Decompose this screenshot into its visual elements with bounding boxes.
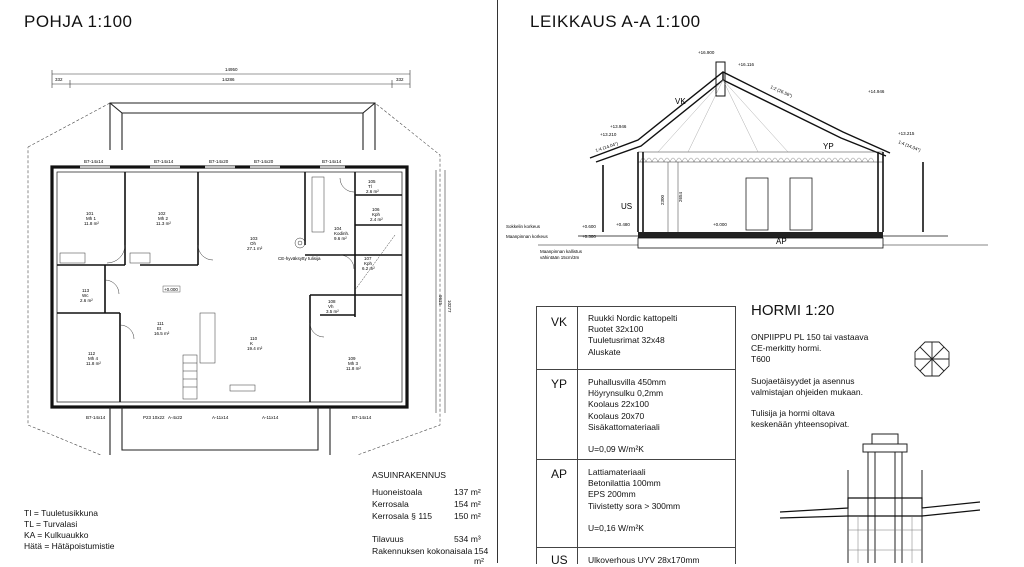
room-105 xyxy=(366,179,379,194)
window-bottom-5: A-11x14 xyxy=(262,415,279,420)
elev-mark: +0.600 xyxy=(582,224,596,229)
svg-text:103: 103 xyxy=(250,236,258,241)
area-label: Huoneistoala xyxy=(372,487,423,497)
svg-text:Vh: Vh xyxy=(328,304,334,309)
svg-text:Mh 1: Mh 1 xyxy=(86,216,97,221)
svg-text:110: 110 xyxy=(250,336,258,341)
plan-legend xyxy=(24,508,114,552)
svg-text:Kph: Kph xyxy=(364,261,373,266)
spec-text: Ulkoverhous UYV 28x170mm xyxy=(588,555,700,565)
area-label: Kerrosala xyxy=(372,499,409,509)
area-value: 150 m² xyxy=(454,511,481,521)
ground-note: vähintään 15cm/3m xyxy=(540,255,580,260)
room-109 xyxy=(346,356,361,371)
floor-plan-drawing xyxy=(0,55,497,455)
elev-mark: +13.210 xyxy=(600,132,617,137)
spec-code: US xyxy=(551,553,568,567)
legend-item: TI = Tuuletusikkuna xyxy=(24,508,98,518)
elev-mark: +16.900 xyxy=(698,50,715,55)
window-top-3: B7-14x20 xyxy=(209,159,229,164)
room-102 xyxy=(156,211,171,226)
area-value: 534 m³ xyxy=(454,534,481,544)
elev-mark: +0.300 xyxy=(582,234,596,239)
elev-mark: +14.946 xyxy=(868,89,885,94)
area-value: 154 m² xyxy=(454,499,481,509)
svg-text:16.5 m²: 16.5 m² xyxy=(154,331,170,336)
spec-code: YP xyxy=(551,377,568,391)
room-107 xyxy=(362,256,375,271)
svg-text:11.8 m²: 11.8 m² xyxy=(86,361,101,366)
room-106 xyxy=(370,207,383,222)
svg-text:112: 112 xyxy=(88,351,96,356)
svg-text:Mh 4: Mh 4 xyxy=(88,356,99,361)
dim-total-height: 2654 xyxy=(678,191,683,202)
elev-mark: +16.116 xyxy=(738,62,755,67)
room-108 xyxy=(326,299,339,314)
plan-title: POHJA 1:100 xyxy=(24,12,133,31)
window-bottom-6: B7-14x14 xyxy=(352,415,372,420)
svg-text:6.2 m²: 6.2 m² xyxy=(362,266,375,271)
window-bottom-2: P23 10x22 xyxy=(143,415,165,420)
chimney-title: HORMI 1:20 xyxy=(751,302,835,319)
dim-wall-height: 2300 xyxy=(660,194,665,205)
svg-text:111: 111 xyxy=(157,321,164,326)
elev-mark: +0.000 xyxy=(713,222,727,227)
room-112 xyxy=(86,351,101,366)
spec-code: VK xyxy=(551,315,568,329)
svg-text:Kph: Kph xyxy=(372,212,381,217)
svg-text:Et: Et xyxy=(157,326,162,331)
area-value: 137 m² xyxy=(454,487,481,497)
svg-text:19.4 m²: 19.4 m² xyxy=(247,346,263,351)
svg-text:107: 107 xyxy=(364,256,372,261)
room-111 xyxy=(154,321,170,336)
svg-text:2.6 m²: 2.6 m² xyxy=(366,189,379,194)
window-bottom-3: A-4x22 xyxy=(168,415,183,420)
spec-text: Puhallusvilla 450mm Höyrynsulku 0,2mm Koolaus 22x100 Koolaus 20x70 Sisäkattomateriaali U=0,09 W/m²K xyxy=(588,377,666,455)
spec-row-divider xyxy=(537,547,735,548)
chimney-note-2: Tulisija ja hormi oltava keskenään yhteensopivat. xyxy=(751,408,850,429)
label-yp: YP xyxy=(823,142,834,151)
room-103 xyxy=(247,236,263,251)
svg-text:2.6 m²: 2.6 m² xyxy=(80,298,93,303)
ground-note: Maanpinnan kallistus xyxy=(540,249,583,254)
section-drawing xyxy=(498,40,1024,270)
room-113 xyxy=(80,288,93,303)
room-101 xyxy=(84,211,99,226)
label-vk: VK xyxy=(675,97,686,106)
dim-left: 332 xyxy=(55,77,63,82)
chimney-drawing xyxy=(740,330,1024,563)
section-title: LEIKKAUS A-A 1:100 xyxy=(530,12,701,31)
svg-text:11.8 m²: 11.8 m² xyxy=(346,366,361,371)
label-ap: AP xyxy=(776,237,787,246)
window-top-1: B7-14x14 xyxy=(84,159,104,164)
spec-column-divider xyxy=(577,307,578,564)
dim-height-inner: 9615 xyxy=(438,295,443,306)
svg-text:11.3 m²: 11.3 m² xyxy=(156,221,171,226)
dim-right: 332 xyxy=(396,77,404,82)
area-label: Rakennuksen kokonaisala xyxy=(372,546,473,556)
label-us: US xyxy=(621,202,633,211)
slope-right: 1:4 (14.04°) xyxy=(897,139,922,153)
elev-mark: +0.480 xyxy=(616,222,630,227)
area-table xyxy=(372,470,497,566)
area-table-title: ASUINRAKENNUS xyxy=(372,470,447,480)
legend-item: Hätä = Hätäpoistumistie xyxy=(24,541,115,551)
svg-text:Tl: Tl xyxy=(368,184,372,189)
spec-text: Ruukki Nordic kattopelti Ruotet 32x100 Tuuletusrimat 32x48 Aluskate xyxy=(588,313,678,357)
dim-total: 14950 xyxy=(225,67,238,72)
room-104 xyxy=(334,226,349,241)
slope-main: 1:2 (26.56°) xyxy=(769,84,794,99)
svg-text:Mh 2: Mh 2 xyxy=(158,216,169,221)
area-label: Kerrosala § 115 xyxy=(372,511,433,521)
spec-row-divider xyxy=(537,459,735,460)
spec-text: Lattiamateriaali Betonilattia 100mm EPS 200mm Tiivistetty sora > 300mm U=0,16 W/m²K xyxy=(588,467,681,534)
svg-text:Mh 3: Mh 3 xyxy=(348,361,359,366)
svg-text:27.1 m²: 27.1 m² xyxy=(247,246,263,251)
area-label: Tilavuus xyxy=(372,534,404,544)
fireplace-note: CE-hyväksytty tulisija xyxy=(278,256,321,261)
elev-mark: +13.215 xyxy=(898,131,915,136)
legend-item: KA = Kulkuaukko xyxy=(24,530,89,540)
svg-text:11.8 m²: 11.8 m² xyxy=(84,221,99,226)
svg-text:Kodinh.: Kodinh. xyxy=(334,231,350,236)
ground-note: Sokkelin korkeus xyxy=(506,224,541,229)
dim-inner: 14286 xyxy=(222,77,235,82)
svg-text:102: 102 xyxy=(158,211,166,216)
svg-text:3.5 m²: 3.5 m² xyxy=(326,309,339,314)
window-bottom-4: A-11x14 xyxy=(212,415,229,420)
area-value: 154 m² xyxy=(474,546,489,566)
legend-item: TL = Turvalasi xyxy=(24,519,78,529)
svg-text:9.6 m²: 9.6 m² xyxy=(334,236,347,241)
svg-text:109: 109 xyxy=(348,356,356,361)
slope-left: 1:4 (14.04°) xyxy=(594,140,619,153)
chimney-desc: ONPIIPPU PL 150 tai vastaava CE-merkitty hormi. T600 xyxy=(751,332,869,364)
svg-text:2.4 m²: 2.4 m² xyxy=(370,217,383,222)
structure-spec-table xyxy=(536,306,736,567)
svg-text:113: 113 xyxy=(82,288,90,293)
svg-text:Wc: Wc xyxy=(82,293,89,298)
svg-text:108: 108 xyxy=(328,299,336,304)
svg-text:105: 105 xyxy=(368,179,376,184)
elev-mark: +13.946 xyxy=(610,124,627,129)
svg-text:104: 104 xyxy=(334,226,342,231)
window-top-4: B7-14x20 xyxy=(254,159,274,164)
room-110 xyxy=(247,336,263,351)
ground-note: Maanpinnan korkeus xyxy=(506,234,548,239)
svg-text:106: 106 xyxy=(372,207,380,212)
chimney-note-1: Suojaetäisyydet ja asennus valmistajan ohjeiden mukaan. xyxy=(751,376,863,397)
spec-row-divider xyxy=(537,369,735,370)
spec-code: AP xyxy=(551,467,568,481)
window-bottom-1: B7-14x14 xyxy=(86,415,106,420)
svg-text:101: 101 xyxy=(86,211,94,216)
dim-height-outer: 10277 xyxy=(447,300,452,313)
svg-text:K: K xyxy=(250,341,254,346)
svg-text:Oh: Oh xyxy=(250,241,257,246)
window-top-2: B7-14x14 xyxy=(154,159,174,164)
window-top-5: B7-14x14 xyxy=(322,159,342,164)
level-mark: +0.000 xyxy=(164,287,178,292)
